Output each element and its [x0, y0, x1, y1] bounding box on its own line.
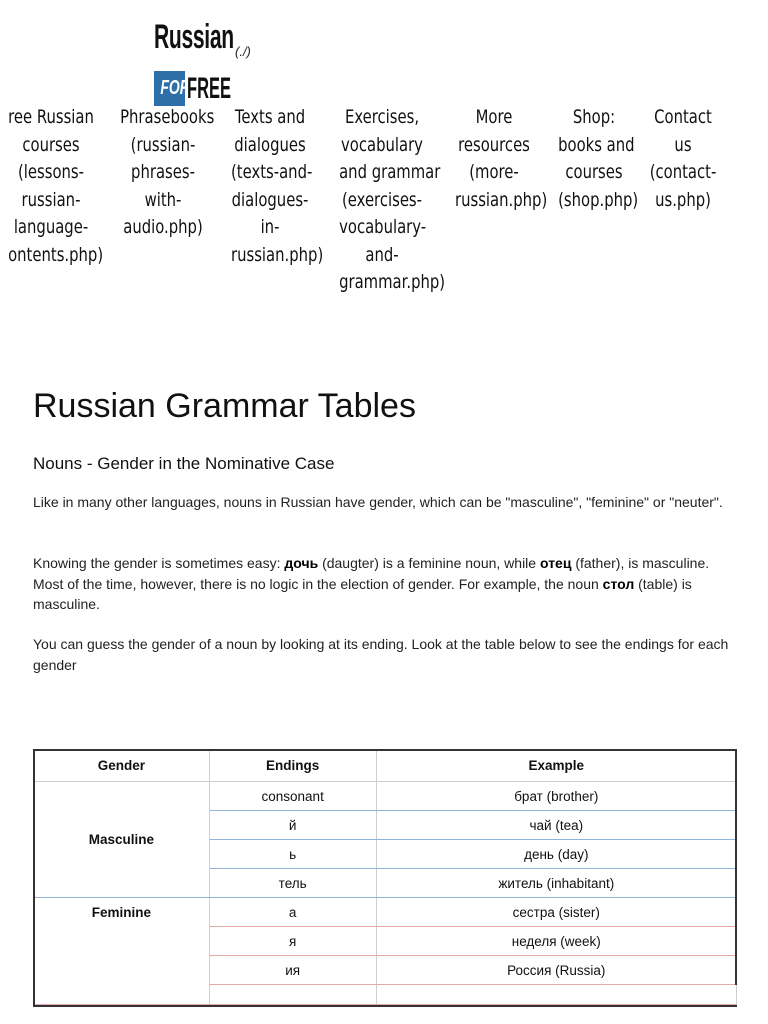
ending-cell: а [209, 898, 376, 927]
nav-item-texts-dialogues[interactable]: Texts and dialogues (texts-and- dialogues- in- russian.php) [231, 106, 324, 266]
example-cell: житель (inhabitant) [376, 869, 736, 898]
main-nav [0, 104, 768, 304]
header-endings: Endings [209, 750, 376, 782]
page-title: Russian Grammar Tables [33, 387, 416, 425]
table-border-right [735, 749, 737, 985]
logo-for-badge: FOR [154, 71, 185, 106]
example-word-stol: стол [602, 575, 635, 592]
table-row [34, 898, 737, 927]
example-cell: чай (tea) [376, 811, 736, 840]
example-cell-empty [376, 985, 736, 1005]
ending-cell: й [209, 811, 376, 840]
ending-cell: consonant [209, 782, 376, 811]
ending-cell: я [209, 927, 376, 956]
example-cell: сестра (sister) [376, 898, 736, 927]
header-gender: Gender [34, 750, 210, 782]
logo-free-text: FREE [187, 72, 232, 105]
section-title: Nouns - Gender in the Nominative Case [33, 454, 335, 473]
gender-cell-feminine: Feminine [34, 898, 210, 1005]
endings-paragraph: You can guess the gender of a noun by looking at its ending. Look at the table below to see the endings for each gender [33, 636, 729, 673]
nav-item-contact[interactable]: Contact us (contact- us.php) [649, 106, 717, 211]
ending-cell: ия [209, 956, 376, 985]
table-border-top [33, 749, 737, 751]
header-example: Example [376, 750, 736, 782]
example-word-otets: отец [539, 555, 572, 571]
home-link[interactable]: (./) [235, 44, 251, 59]
table-border-left [33, 749, 35, 1007]
example-cell: Россия (Russia) [376, 956, 736, 985]
gender-endings-table [33, 749, 737, 1005]
nav-item-courses[interactable]: ree Russian courses (lessons- russian- language- ontents.php) [8, 106, 104, 266]
table-row [34, 782, 737, 811]
site-logo[interactable] [154, 17, 234, 105]
gender-explanation-paragraph: Knowing the gender is sometimes easy: дочь (daugter) is a feminine noun, while отец (father), is masculine. Most of the time, however, there is no logic in the election of gender. For example, the noun стол (table) is masculine. [33, 555, 710, 612]
table-header-row [34, 750, 737, 782]
nav-item-phrasebooks[interactable]: Phrasebooks (russian- phrases- with- audio.php) [120, 106, 215, 238]
example-cell: день (day) [376, 840, 736, 869]
example-word-doch: дочь [284, 555, 319, 571]
ending-cell: тель [209, 869, 376, 898]
table-border-bottom [33, 1005, 737, 1007]
logo-russian-text: Russian [154, 18, 234, 56]
ending-cell-empty [209, 985, 376, 1005]
gender-cell-masculine: Masculine [34, 782, 210, 898]
example-cell: неделя (week) [376, 927, 736, 956]
intro-paragraph: Like in many other languages, nouns in Russian have gender, which can be "masculine", "feminine" or "neuter". [33, 494, 723, 510]
nav-item-exercises[interactable]: Exercises, vocabulary and grammar (exercises- vocabulary- and- grammar.php) [339, 106, 446, 293]
example-cell: брат (brother) [376, 782, 736, 811]
nav-item-shop[interactable]: Shop: books and courses (shop.php) [558, 106, 639, 211]
nav-item-more-resources[interactable]: More resources (more- russian.php) [455, 106, 548, 211]
ending-cell: ь [209, 840, 376, 869]
